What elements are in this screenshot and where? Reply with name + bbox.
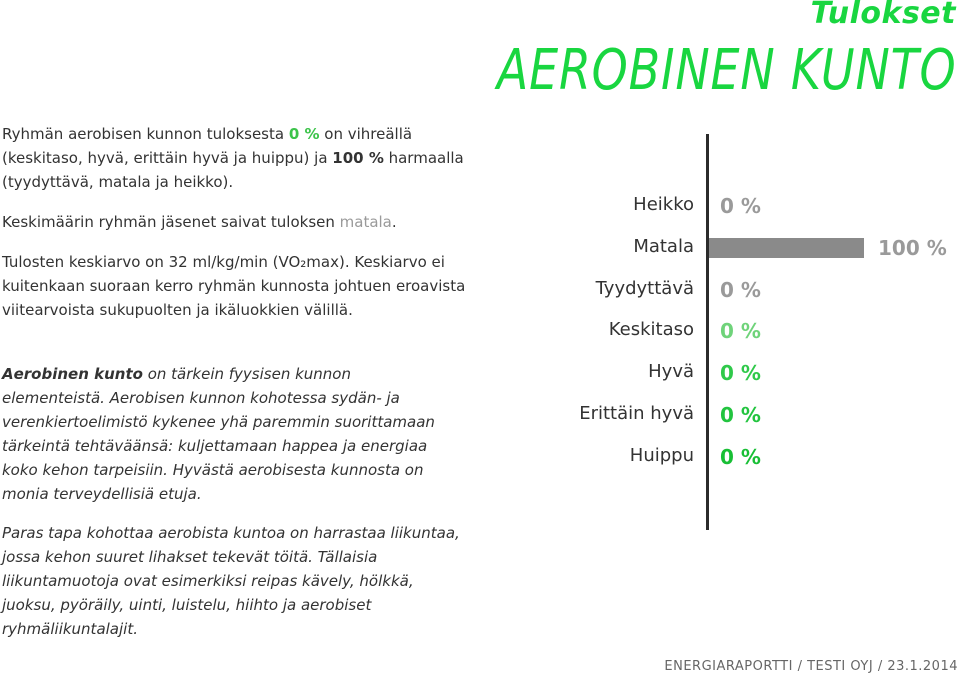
chart-category-label: Keskitaso xyxy=(608,319,694,340)
chart-value-label: 0 % xyxy=(720,361,761,385)
chart-bar xyxy=(709,238,864,258)
average-end: . xyxy=(391,213,397,231)
chart-value-label: 100 % xyxy=(878,236,947,260)
chart-category-label: Hyvä xyxy=(648,361,694,382)
average-result: matala xyxy=(339,213,392,231)
intro-paragraph xyxy=(2,122,472,194)
chart-value-label: 0 % xyxy=(720,319,761,343)
green-percentage: 0 % xyxy=(288,125,320,143)
average-text: Keskimäärin ryhmän jäsenet saivat tuloksen xyxy=(2,213,340,231)
chart-value-label: 0 % xyxy=(720,194,761,218)
chart-category-label: Erittäin hyvä xyxy=(579,403,694,424)
info-text: on tärkein fyysisen kunnon elementeistä. Aerobisen kunnon kohotessa sydän- ja verenkiertoelimistö kykenee yhä paremmin suorittamaan tärkeintä tehtäväänsä: kuljettamaan happea ja energiaa koko kehon tarpeisiin. Hyvästä aerobisesta kunnosta on monia terveydellisiä etuja. xyxy=(2,365,435,503)
info-paragraph xyxy=(2,362,442,506)
chart-category-label: Heikko xyxy=(633,194,694,215)
chart-value-label: 0 % xyxy=(720,445,761,469)
intro-text-start: Ryhmän aerobisen kunnon tuloksesta xyxy=(2,125,289,143)
chart-category-label: Tyydyttävä xyxy=(595,278,694,299)
page-title: AEROBINEN KUNTO xyxy=(496,38,956,103)
chart-value-label: 0 % xyxy=(720,278,761,302)
gray-percentage: 100 % xyxy=(332,149,384,167)
chart-category-label: Huippu xyxy=(629,445,694,466)
chart-category-label: Matala xyxy=(633,236,694,257)
average-paragraph xyxy=(2,210,472,234)
intro-text-end: harmaalla (tyydyttävä, matala ja heikko). xyxy=(2,149,464,191)
info-bold: Aerobinen kunto xyxy=(2,365,143,383)
chart-value-label: 0 % xyxy=(720,403,761,427)
mean-paragraph: Tulosten keskiarvo on 32 ml/kg/min (VO₂max). Keskiarvo ei kuitenkaan suoraan kerro ryhmän kunnosta johtuen eroavista viitearvoista sukupuolten ja ikäluokkien välillä. xyxy=(2,253,466,319)
chart-axis xyxy=(706,134,709,530)
footer-text: ENERGIARAPORTTI / TESTI OYJ / 23.1.2014 xyxy=(664,659,958,674)
intro-text-mid: on vihreällä (keskitaso, hyvä, erittäin hyvä ja huippu) ja xyxy=(2,125,413,167)
page-subtitle: Tulokset xyxy=(810,0,956,31)
tips-paragraph: Paras tapa kohottaa aerobista kuntoa on harrastaa liikuntaa, jossa kehon suuret lihakset tekevät töitä. Tällaisia liikuntamuotoja ovat esimerkiksi reipas kävely, hölkkä, juoksu, pyöräily, uinti, luistelu, hiihto ja aerobiset ryhmäliikuntalajit. xyxy=(2,524,460,638)
